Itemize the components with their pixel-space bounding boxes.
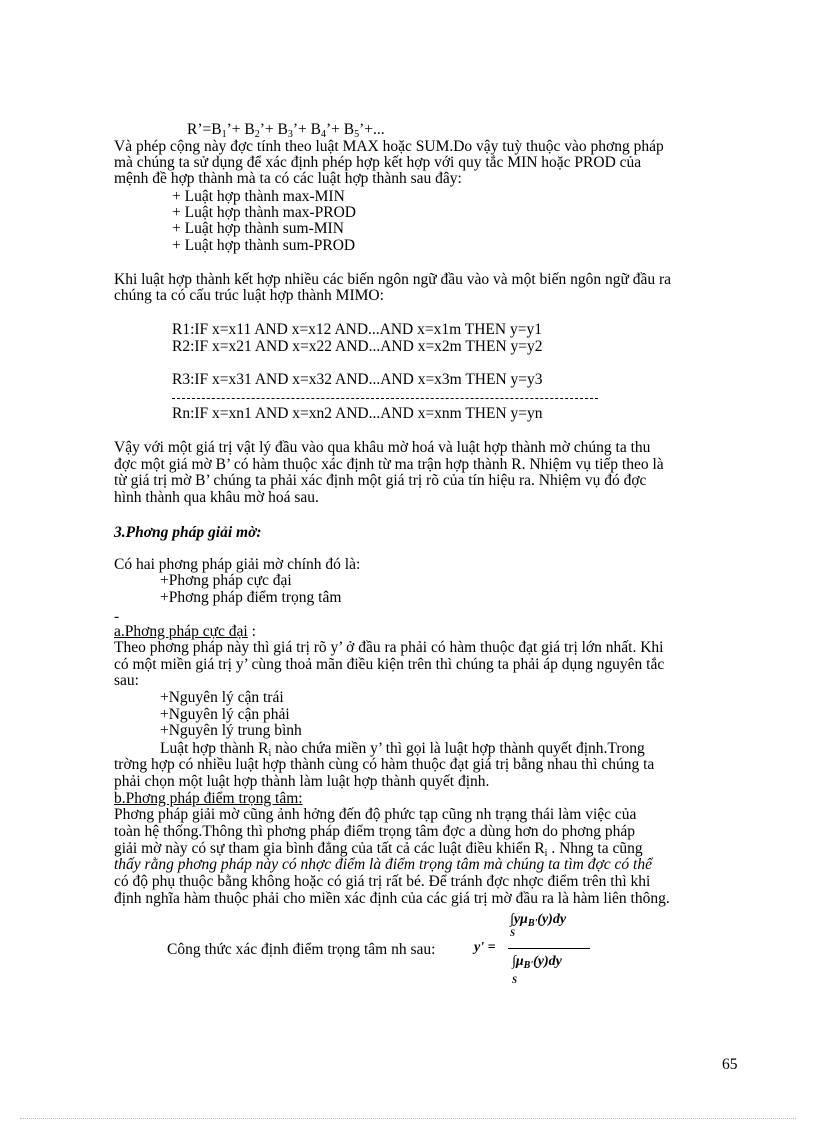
paragraph-line: giải mờ này có sự tham gia bình đẳng của tất cả các luật điều khiển $R_i$ . Nhng ta cũng bbox=[114, 840, 643, 859]
page-bottom-border bbox=[20, 1118, 796, 1119]
paragraph-line: Và phép cộng này đợc tính theo luật MAX hoặc SUM.Do vậy tuỳ thuộc vào phơng pháp bbox=[114, 138, 664, 155]
centroid-formula bbox=[474, 904, 590, 985]
list-item: +Nguyên lý cận trái bbox=[160, 689, 284, 706]
subsection-heading: b.Phơng pháp điểm trọng tâm: bbox=[114, 790, 303, 807]
rule-line: R1:IF x=x11 AND x=x12 AND...AND x=x1m THEN y=y1 bbox=[172, 321, 542, 338]
paragraph-line: Khi luật hợp thành kết hợp nhiều các biến ngôn ngữ đầu vào và một biến ngôn ngữ đầu ra bbox=[114, 271, 672, 288]
fraction-bar bbox=[508, 948, 590, 949]
page-number: 65 bbox=[722, 1056, 738, 1073]
rule-line: R2:IF x=x21 AND x=x22 AND...AND x=x2m THEN y=y2 bbox=[172, 338, 543, 355]
formula-caption: Công thức xác định điểm trọng tâm nh sau: bbox=[167, 941, 436, 958]
paragraph-line: mà chúng ta sử dụng để xác định phép hợp kết hợp với quy tắc MIN hoặc PROD của bbox=[114, 154, 642, 171]
list-item: + Luật hợp thành max-MIN bbox=[172, 188, 345, 205]
subsection-heading: a.Phơng pháp cực đại : bbox=[114, 623, 256, 640]
list-item: + Luật hợp thành max-PROD bbox=[172, 204, 356, 221]
list-item: +Nguyên lý cận phải bbox=[160, 706, 290, 723]
paragraph-line: định nghĩa hàm thuộc phải cho miền xác định của các giá trị mờ đầu ra là hàm liên thông. bbox=[114, 890, 670, 907]
list-item: +Nguyên lý trung bình bbox=[160, 722, 302, 739]
section-heading: 3.Phơng pháp giải mờ: bbox=[114, 524, 262, 541]
numerator-limit: S bbox=[510, 928, 516, 938]
list-item: +Phơng pháp cực đại bbox=[160, 572, 292, 589]
paragraph-line: Có hai phơng pháp giải mờ chính đó là: bbox=[114, 556, 361, 573]
list-item: + Luật hợp thành sum-MIN bbox=[172, 220, 344, 237]
dashed-separator bbox=[172, 398, 598, 399]
list-item: +Phơng pháp điểm trọng tâm bbox=[160, 589, 342, 606]
paragraph-line: toàn hệ thống.Thông thì phơng pháp điểm trọng tâm đợc a dùng hơn do phơng pháp bbox=[114, 823, 635, 840]
formula-denominator: $\int\mu_{B'}(y)dy$ bbox=[512, 954, 562, 971]
paragraph-line: có độ phụ thuộc bằng không hoặc có giá trị rất bé. Để tránh đợc nhợc điểm trên thì khi bbox=[114, 873, 651, 890]
denominator-limit: S bbox=[512, 975, 518, 985]
paragraph-line: Theo phơng pháp này thì giá trị rõ y’ ở đầu ra phải có hàm thuộc đạt giá trị lớn nhất. Khi bbox=[114, 639, 664, 656]
paragraph-line: chúng ta có cấu trúc luật hợp thành MIMO: bbox=[114, 287, 384, 304]
paragraph-line: từ giá trị mờ B’ chúng ta phải xác định một giá trị rõ của tín hiệu ra. Nhiệm vụ đó đợc bbox=[114, 472, 647, 489]
paragraph-line: sau: bbox=[114, 672, 139, 689]
paragraph-line: có một miền giá trị y’ cùng thoả mãn điều kiện trên thì chúng ta phải áp dụng nguyên tắc bbox=[114, 656, 665, 673]
paragraph-line: Luật hợp thành $R_i$ nào chứa miền y’ thì gọi là luật hợp thành quyết định.Trong bbox=[160, 740, 645, 759]
paragraph-line: thấy rằng phơng pháp này có nhợc điểm là điểm trọng tâm mà chúng ta tìm đợc có thể bbox=[114, 856, 652, 873]
paragraph-line: phải chọn một luật hợp thành làm luật hợp thành quyết định. bbox=[114, 773, 490, 790]
paragraph-line: Vậy với một giá trị vật lý đầu vào qua khâu mờ hoá và luật hợp thành mờ chúng ta thu bbox=[114, 439, 651, 456]
paragraph-line: đợc một giá mờ B’ có hàm thuộc xác định từ ma trận hợp thành R. Nhiệm vụ tiếp theo là bbox=[114, 456, 664, 473]
rule-line: R3:IF x=x31 AND x=x32 AND...AND x=x3m THEN y=y3 bbox=[172, 371, 543, 388]
list-item: + Luật hợp thành sum-PROD bbox=[172, 237, 356, 254]
paragraph-line: trờng hợp có nhiều luật hợp thành cùng có hàm thuộc đạt giá trị bằng nhau thì chúng ta bbox=[114, 756, 655, 773]
paragraph-line: mệnh đề hợp thành mà ta có các luật hợp thành sau đây: bbox=[114, 170, 462, 187]
union-equation: $R’=B_1’+$ $B_2’+$ $B_3’+$ $B_4’+$ $B_5’+$... bbox=[187, 121, 385, 140]
paragraph-line: hình thành qua khâu mờ hoá sau. bbox=[114, 489, 319, 506]
paragraph-line: Phơng pháp giải mờ cũng ảnh hởng đến độ phức tạp cũng nh trạng thái làm việc của bbox=[114, 806, 637, 823]
rule-line: Rn:IF x=xn1 AND x=xn2 AND...AND x=xnm THEN y=yn bbox=[172, 405, 543, 422]
formula-lhs: y' = bbox=[474, 940, 496, 955]
dash-mark: - bbox=[114, 608, 120, 625]
formula-numerator: $\int y\mu_{B'}(y)dy$ bbox=[510, 912, 567, 929]
